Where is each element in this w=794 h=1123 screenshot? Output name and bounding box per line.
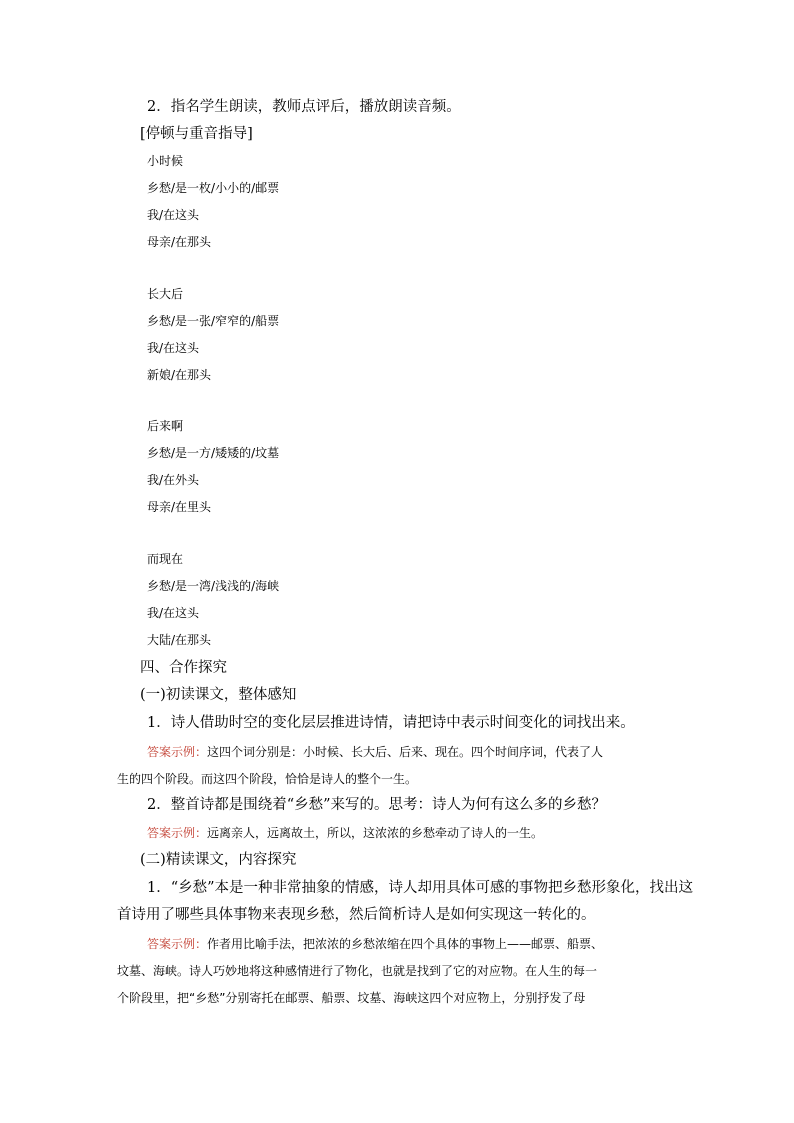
poem-line: 我/在这头: [147, 606, 200, 620]
poem-line: 乡愁/是一湾/浅浅的/海峡: [147, 579, 280, 593]
question: 1．“乡愁”本是一种非常抽象的情感，诗人却用具体可感的事物把乡愁形象化，找出这: [147, 880, 694, 896]
section-title: 四、合作探究: [140, 660, 227, 676]
poem-line: 小时候: [147, 154, 184, 168]
answer-text: 这四个词分别是：小时候、长大后、后来、现在。四个时间序词，代表了人: [207, 745, 604, 759]
answer-line: [147, 823, 543, 843]
subsection-title: (一)初读课文，整体感知: [140, 687, 297, 703]
question: 2．整首诗都是围绕着“乡愁”来写的。思考：诗人为何有这么多的乡愁？: [147, 797, 607, 813]
poem-line: 乡愁/是一张/窄窄的/船票: [147, 314, 280, 328]
poem-line: 新娘/在那头: [147, 368, 212, 382]
poem-line: 乡愁/是一枚/小小的/邮票: [147, 181, 280, 195]
poem-line: 母亲/在那头: [147, 235, 212, 249]
subsection-title: (二)精读课文，内容探究: [140, 852, 297, 868]
poem-line: 我/在外头: [147, 473, 200, 487]
answer-text: 远离亲人，远离故土，所以，这浓浓的乡愁牵动了诗人的一生。: [207, 826, 544, 840]
poem-line: 长大后: [147, 287, 184, 301]
answer-label: 答案示例：: [147, 826, 208, 840]
poem-line: 我/在这头: [147, 341, 200, 355]
answer-line: 生的四个阶段。而这四个阶段，恰恰是诗人的整个一生。: [117, 772, 418, 786]
answer-line: [147, 934, 603, 954]
answer-line: 个阶段里，把“乡愁”分别寄托在邮票、船票、坟墓、海峡这四个对应物上，分别抒发了母: [117, 991, 586, 1005]
answer-label: 答案示例：: [147, 745, 208, 759]
poem-line: 而现在: [147, 552, 184, 566]
answer-label: 答案示例：: [147, 937, 208, 951]
answer-line: [147, 742, 603, 762]
poem-line: 乡愁/是一方/矮矮的/坟墓: [147, 446, 280, 460]
answer-line: 坟墓、海峡。诗人巧妙地将这种感情进行了物化，也就是找到了它的对应物。在人生的每一: [117, 964, 598, 978]
guide-title: [停顿与重音指导]: [140, 126, 253, 142]
poem-line: 后来啊: [147, 419, 184, 433]
instruction-2: 2．指名学生朗读，教师点评后，播放朗读音频。: [147, 99, 461, 115]
question: 首诗用了哪些具体事物来表现乡愁，然后简析诗人是如何实现这一转化的。: [117, 907, 596, 923]
poem-line: 我/在这头: [147, 208, 200, 222]
question: 1．诗人借助时空的变化层层推进诗情，请把诗中表示时间变化的词找出来。: [147, 715, 635, 731]
poem-line: 大陆/在那头: [147, 633, 212, 647]
poem-line: 母亲/在里头: [147, 500, 212, 514]
answer-text: 作者用比喻手法，把浓浓的乡愁浓缩在四个具体的事物上——邮票、船票、: [207, 937, 604, 951]
